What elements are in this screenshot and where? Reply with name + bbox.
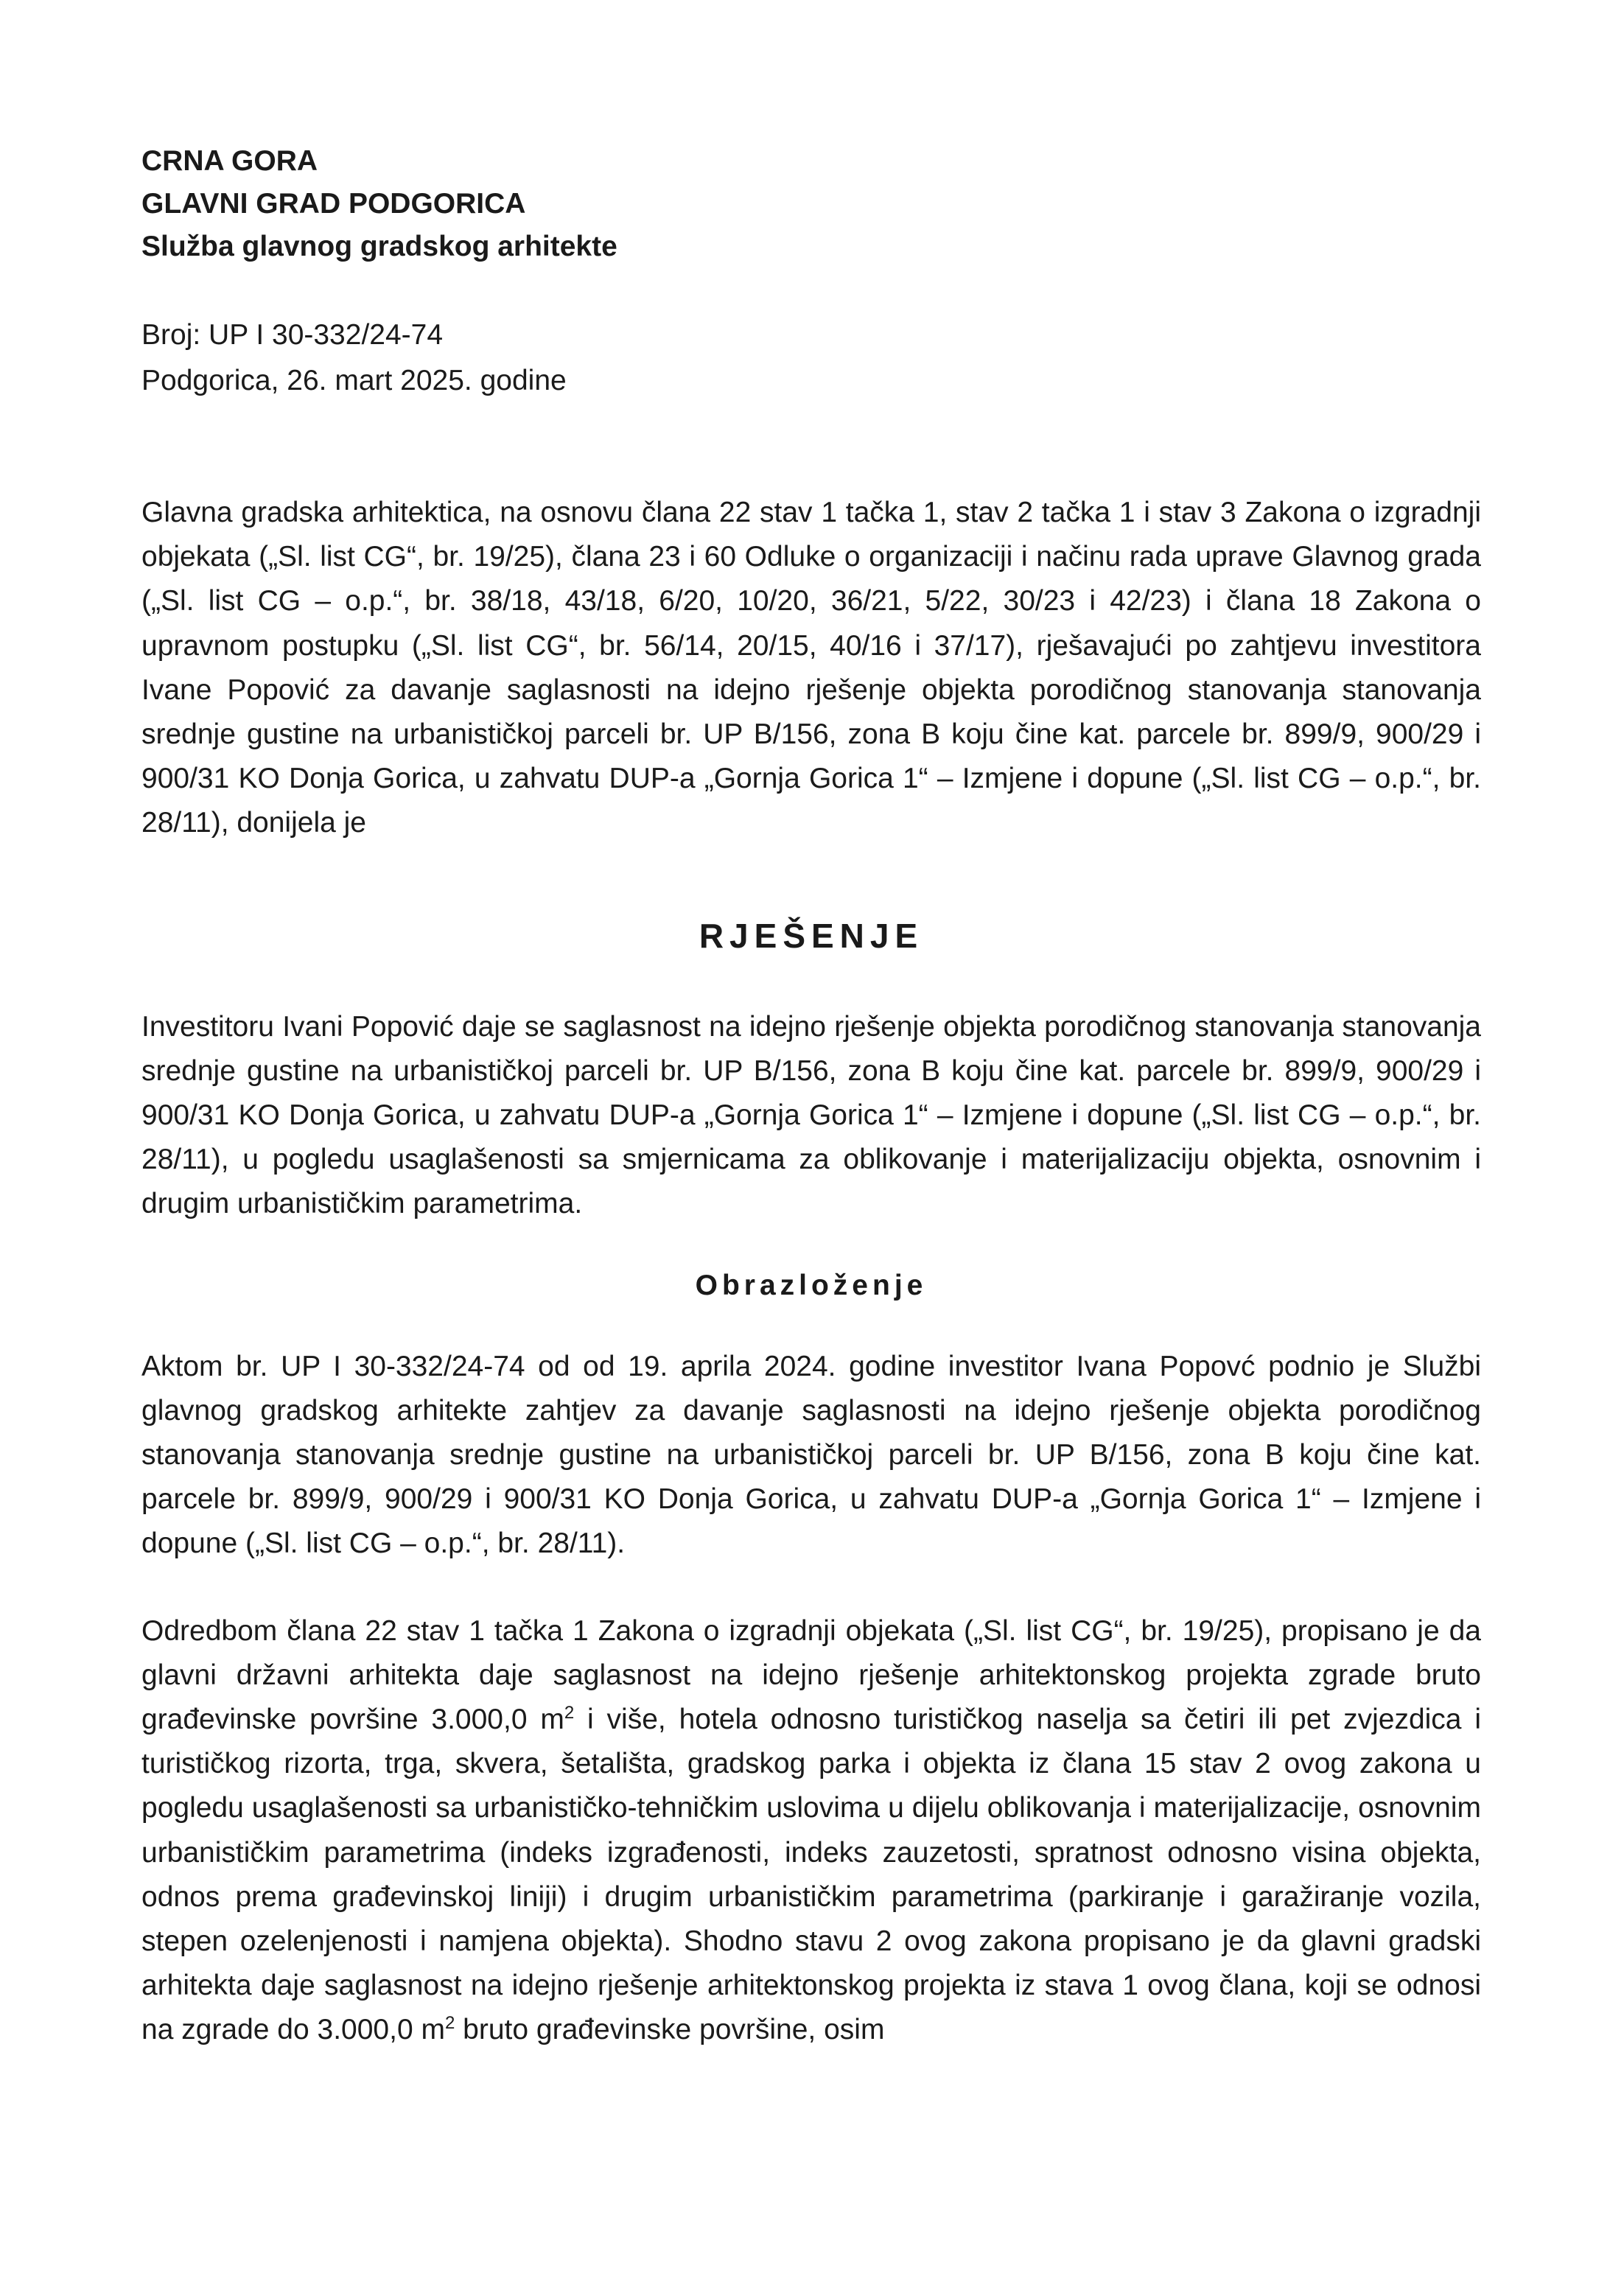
explanation-text-part-3: bruto građevinske površine, osim — [455, 2014, 885, 2046]
explanation-text-part-2: i više, hotela odnosno turističkog naselja sa četiri ili pet zvjezdica i turističkog rizorta, trga, skvera, šetališta, gradskog parka i objekta iz člana 15 stav 2 ovog zakona u pogledu usaglašenosti sa urbanističko-tehničkim uslovima u dijelu oblikovanja i materijalizacije, osnovnim urbanističkim parametrima (indeks izgrađenosti, indeks zauzetosti, spratnost odnosno visina objekta, odnos prema građevinskoj liniji) i drugim urbanističkim parametrima (parkiranje i garažiranje vozila, stepen ozelenjenosti i namjena objekta). Shodno stavu 2 ovog zakona propisano je da glavni gradski arhitekta daje saglasnost na idejno rješenje arhitektonskog projekta iz stava 1 ovog člana, koji se odnosi na zgrade do 3.000,0 m — [141, 1704, 1481, 2046]
document-page — [141, 140, 1481, 2053]
superscript-1: 2 — [564, 1703, 575, 1723]
document-meta — [141, 312, 1481, 404]
document-number: Broj: UP I 30-332/24-74 — [141, 319, 444, 351]
explanation-title: Obrazloženje — [695, 1269, 928, 1301]
office-name: Služba glavnog gradskog arhitekte — [141, 231, 617, 262]
country-name: CRNA GORA — [141, 145, 318, 177]
ruling-paragraph: Investitoru Ivani Popović daje se saglasnost na idejno rješenje objekta porodičnog stanovanja stanovanja srednje gustine na urbanističkoj parceli br. UP B/156, zona B koju čine kat. parcele br. 899/9, 900/29 i 900/31 KO Donja Gorica, u zahvatu DUP-a „Gornja Gorica 1“ – Izmjene i dopune („Sl. list CG – o.p.“, br. 28/11), u pogledu usaglašenosti sa smjernicama za oblikovanje i materijalizaciju objekta, osnovnim i drugim urbanističkim parametrima. — [141, 1010, 1481, 1220]
decision-title: RJEŠENJE — [699, 916, 924, 955]
city-name: GLAVNI GRAD PODGORICA — [141, 188, 526, 220]
document-place-date: Podgorica, 26. mart 2025. godine — [141, 365, 567, 396]
header-block — [141, 140, 1481, 268]
explanation-paragraph-1: Aktom br. UP I 30-332/24-74 od od 19. aprila 2024. godine investitor Ivana Popovć podnio je Službi glavnog gradskog arhitekte zahtjev za davanje saglasnosti na idejno rješenje objekta porodičnog stanovanja stanovanja srednje gustine na urbanističkoj parceli br. UP B/156, zona B koju čine kat. parcele br. 899/9, 900/29 i 900/31 KO Donja Gorica, u zahvatu DUP-a „Gornja Gorica 1“ – Izmjene i dopune („Sl. list CG – o.p.“, br. 28/11). — [141, 1350, 1481, 1560]
superscript-2: 2 — [444, 2013, 455, 2034]
explanation-text-part-1: Odredbom člana 22 stav 1 tačka 1 Zakona o izgradnji objekata („Sl. list CG“, br. 19/25), propisano je da glavni državni arhitekta daje saglasnost na idejno rješenje arhitektonskog projekta zgrade bruto građevinske površine 3.000,0 m — [141, 1614, 1481, 1736]
intro-paragraph: Glavna gradska arhitektica, na osnovu člana 22 stav 1 tačka 1, stav 2 tačka 1 i stav 3 Zakona o izgradnji objekata („Sl. list CG“, br. 19/25), člana 23 i 60 Odluke o organizaciji i načinu rada uprave Glavnog grada („Sl. list CG – o.p.“, br. 38/18, 43/18, 6/20, 10/20, 36/21, 5/22, 30/23 i 42/23) i člana 18 Zakona o upravnom postupku („Sl. list CG“, br. 56/14, 20/15, 40/16 i 37/17), rješavajući po zahtjevu investitora Ivane Popović za davanje saglasnosti na idejno rješenje objekta porodičnog stanovanja stanovanja srednje gustine na urbanističkoj parceli br. UP B/156, zona B koju čine kat. parcele br. 899/9, 900/29 i 900/31 KO Donja Gorica, u zahvatu DUP-a „Gornja Gorica 1“ – Izmjene i dopune („Sl. list CG – o.p.“, br. 28/11), donijela je — [141, 497, 1481, 839]
explanation-paragraph-2 — [141, 1609, 1481, 2053]
